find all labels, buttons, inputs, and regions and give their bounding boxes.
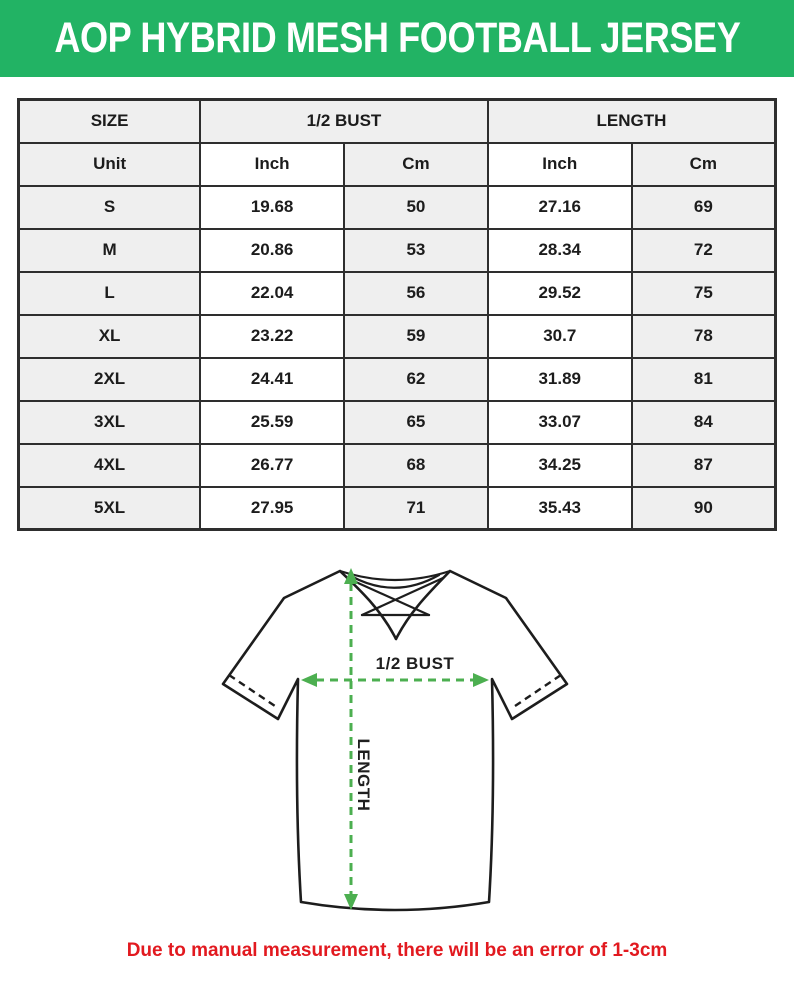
size-row: [19, 487, 776, 530]
measurement-cell: 62: [344, 358, 488, 401]
size-label-cell: 2XL: [19, 358, 201, 401]
size-row: [19, 272, 776, 315]
measurement-cell: 53: [344, 229, 488, 272]
measurement-cell: 30.7: [488, 315, 632, 358]
table-header-row-units: [19, 143, 776, 186]
measurement-cell: 22.04: [200, 272, 344, 315]
size-label-cell: XL: [19, 315, 201, 358]
measurement-cell: 19.68: [200, 186, 344, 229]
measurement-cell: 68: [344, 444, 488, 487]
measurement-cell: 27.95: [200, 487, 344, 530]
measurement-cell: 29.52: [488, 272, 632, 315]
col-header-length: LENGTH: [488, 100, 776, 143]
size-row: [19, 229, 776, 272]
measurement-cell: 24.41: [200, 358, 344, 401]
measurement-cell: 33.07: [488, 401, 632, 444]
col-header-unit: Unit: [19, 143, 201, 186]
measurement-cell: 50: [344, 186, 488, 229]
measurement-cell: 28.34: [488, 229, 632, 272]
measurement-cell: 59: [344, 315, 488, 358]
size-table-body: [19, 186, 776, 530]
size-row: [19, 358, 776, 401]
measurement-cell: 23.22: [200, 315, 344, 358]
measurement-cell: 27.16: [488, 186, 632, 229]
measurement-cell: 35.43: [488, 487, 632, 530]
table-header-row-groups: [19, 100, 776, 143]
page-title: AOP HYBRID MESH FOOTBALL JERSEY: [53, 14, 741, 62]
size-label-cell: 3XL: [19, 401, 201, 444]
size-row: [19, 315, 776, 358]
size-label-cell: 5XL: [19, 487, 201, 530]
size-row: [19, 186, 776, 229]
size-row: [19, 444, 776, 487]
size-label-cell: L: [19, 272, 201, 315]
jersey-illustration: [177, 547, 617, 927]
measurement-cell: 78: [632, 315, 776, 358]
measurement-cell: 34.25: [488, 444, 632, 487]
measurement-cell: 90: [632, 487, 776, 530]
size-label-cell: 4XL: [19, 444, 201, 487]
col-header-length-cm: Cm: [632, 143, 776, 186]
size-chart-table: [17, 98, 777, 531]
measurement-cell: 20.86: [200, 229, 344, 272]
col-header-half-bust: 1/2 BUST: [200, 100, 488, 143]
measurement-cell: 69: [632, 186, 776, 229]
measurement-cell: 56: [344, 272, 488, 315]
col-header-length-inch: Inch: [488, 143, 632, 186]
measurement-cell: 84: [632, 401, 776, 444]
jersey-outline: [223, 571, 567, 910]
measurement-cell: 72: [632, 229, 776, 272]
measurement-cell: 71: [344, 487, 488, 530]
col-header-bust-cm: Cm: [344, 143, 488, 186]
bust-measure-label: 1/2 BUST: [375, 654, 455, 673]
measurement-cell: 75: [632, 272, 776, 315]
size-label-cell: M: [19, 229, 201, 272]
measurement-cell: 31.89: [488, 358, 632, 401]
title-bar: [0, 0, 794, 77]
measurement-cell: 65: [344, 401, 488, 444]
jersey-diagram: [0, 547, 794, 927]
size-row: [19, 401, 776, 444]
size-label-cell: S: [19, 186, 201, 229]
length-measure-label: LENGTH: [354, 738, 373, 812]
col-header-bust-inch: Inch: [200, 143, 344, 186]
measurement-cell: 26.77: [200, 444, 344, 487]
measurement-cell: 25.59: [200, 401, 344, 444]
measurement-cell: 87: [632, 444, 776, 487]
measurement-note: Due to manual measurement, there will be an error of 1-3cm: [126, 940, 668, 961]
measurement-cell: 81: [632, 358, 776, 401]
col-header-size: SIZE: [19, 100, 201, 143]
